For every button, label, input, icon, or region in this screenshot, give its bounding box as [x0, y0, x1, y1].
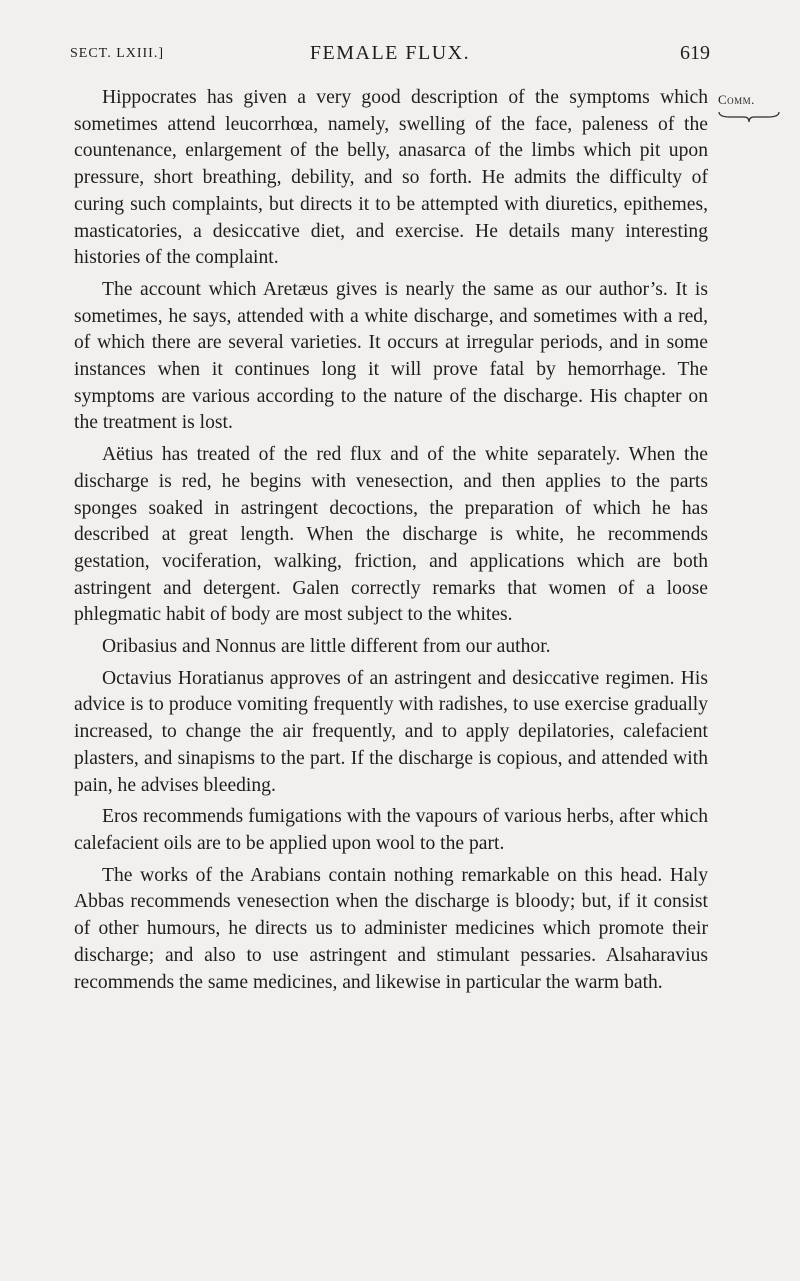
- paragraph-eros: Eros recommends fumigations with the vapours of various herbs, after which calefacient oils are to be applied upon wool to the part.: [74, 806, 708, 854]
- body-text: [74, 85, 708, 1001]
- margin-note-label: Comm.: [718, 92, 755, 107]
- paragraph-octavius: Octavius Horatianus approves of an astringent and desiccative regimen. His advice is to produce vomiting frequently with radishes, to use exercise gradually increased, to change the air frequently, and to apply depilatories, calefacient plasters, and sinapisms to the part. If the discharge is copious, and attended with pain, he advises bleeding.: [74, 667, 708, 796]
- margin-brace-icon: [718, 110, 780, 124]
- paragraph-aretaeus: The account which Aretæus gives is nearly the same as our author’s. It is sometimes, he says, attended with a white discharge, and sometimes with a red, of which there are several varieties. It occurs at irregular periods, and in some instances when it continues long it will prove fatal by hemorrhage. The symptoms are various according to the nature of the discharge. His chapter on the treatment is lost.: [74, 278, 708, 434]
- running-head: [70, 40, 710, 70]
- paragraph-oribasius: Oribasius and Nonnus are little different from our author.: [102, 636, 551, 658]
- paragraph-hippocrates: Hippocrates has given a very good description of the symptoms which sometimes attend leucorrhœa, namely, swelling of the face, paleness of the countenance, enlargement of the belly, anasarca of the limbs which pit upon pressure, short breathing, debility, and so forth. He admits the difficulty of curing such complaints, but directs it to be attempted with diuretics, epithemes, masticatories, a desiccative diet, and exercise. He details many interesting histories of the complaint.: [74, 87, 708, 269]
- page-title: FEMALE FLUX.: [309, 42, 471, 64]
- paragraph-aetius: Aëtius has treated of the red flux and of the white separately. When the discharge is red, he begins with venesection, and then applies to the parts sponges soaked in astringent decoctions, the preparation of which he has described at great length. When the discharge is white, he recommends gestation, vociferation, walking, friction, and applications which are both astringent and detergent. Galen correctly remarks that women of a loose phlegmatic habit of body are most subject to the whites.: [74, 444, 708, 626]
- paragraph-arabians: The works of the Arabians contain nothing remarkable on this head. Haly Abbas recommends venesection when the discharge is bloody; but, if it consist of other humours, he directs us to administer medicines which promote their discharge; and also to use astringent and stimulant pessaries. Alsaharavius recommends the same medicines, and likewise in particular the warm bath.: [74, 864, 708, 993]
- margin-note: [718, 92, 798, 132]
- page-number: 619: [680, 42, 710, 64]
- section-marker: SECT. LXIII.]: [70, 46, 164, 61]
